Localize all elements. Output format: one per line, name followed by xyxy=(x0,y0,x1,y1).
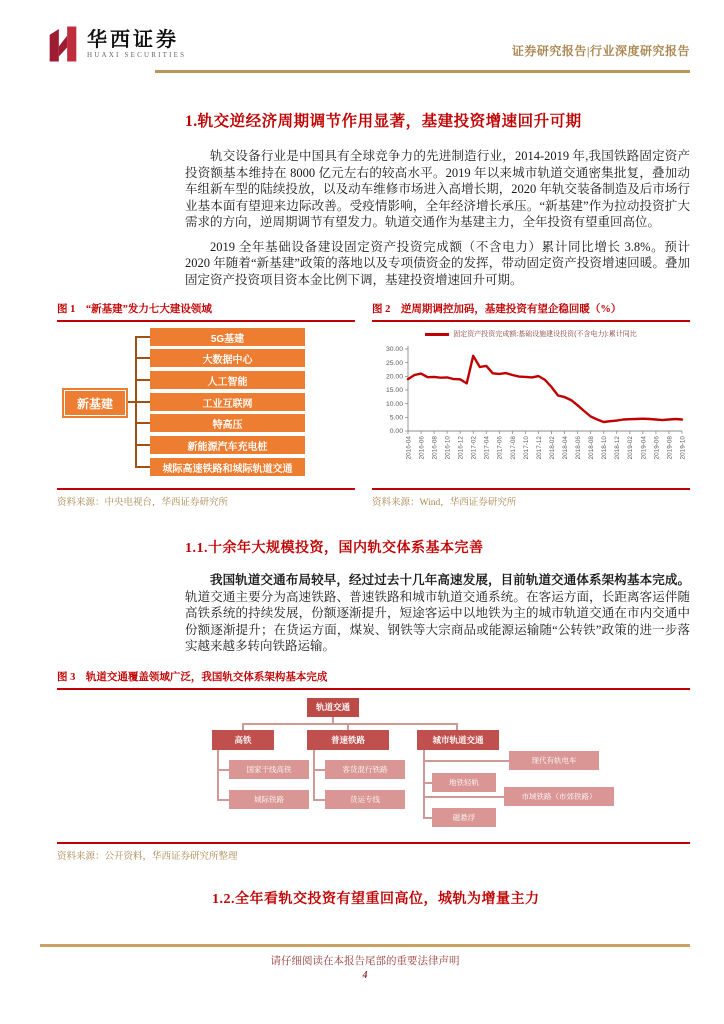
page-footer xyxy=(40,944,690,981)
svg-text:2018-06: 2018-06 xyxy=(575,436,583,460)
svg-text:2019-02: 2019-02 xyxy=(627,436,635,460)
brand-name-cn: 华西证券 xyxy=(87,28,179,51)
connector-line xyxy=(135,401,150,403)
figure-3-bottom-rule xyxy=(57,842,690,844)
connector-line xyxy=(313,750,315,800)
diagram-item: 特高压 xyxy=(150,414,305,432)
legend-label: 固定资产投资完成额:基础设施建设投资(不含电力):累计同比 xyxy=(453,331,637,338)
diagram-item: 5G基建 xyxy=(150,328,305,346)
figure-1-bottom-rule xyxy=(57,488,355,490)
section-1-paragraph-2: 2019 全年基础设备建设固定资产投资完成额（不含电力）累计同比增长 3.8%。预计 2020 年随着“新基建”政策的落地以及专项债资金的发挥，带动固定资产投资增速回暖。叠加固定资产投资项目资本金比例下调，基建投资增速回升可期。 xyxy=(185,239,690,287)
connector-line xyxy=(423,817,432,819)
figure-2-chart xyxy=(372,322,690,488)
figure-1-diagram xyxy=(57,322,355,488)
section-1-title: 1.轨交逆经济周期调节作用显著，基建投资增速回升可期 xyxy=(185,113,582,130)
connector-line xyxy=(217,799,229,801)
header-divider xyxy=(155,70,690,73)
paragraph-rest: 轨道交通主要分为高速铁路、普速铁路和城市轨道交通系统。在客运方面，长距离客运伴随高铁系统的持续发展，份额逐渐提升，短途客运中以地铁为主的城市轨道交通在市内交通中份额逐渐提升；在货运方面，煤炭、钢铁等大宗商品或能源运输随“公转铁”政策的进一步落实越来越多转向铁路运输。 xyxy=(185,589,690,653)
svg-text:10.00: 10.00 xyxy=(385,400,403,408)
connector-line xyxy=(456,723,458,730)
diagram-root-node: 新基建 xyxy=(64,390,126,416)
figure-3-diagram xyxy=(57,690,690,842)
tree-branch-node: 高铁 xyxy=(212,730,274,750)
svg-text:2016-04: 2016-04 xyxy=(405,436,413,460)
connector-line xyxy=(217,769,229,771)
tree-leaf-node: 地铁轻轨 xyxy=(432,773,496,792)
svg-text:20.00: 20.00 xyxy=(385,373,403,381)
tree-leaf-node: 城际铁路 xyxy=(229,790,309,809)
section-1-1-paragraph xyxy=(185,572,690,655)
tree-leaf-node: 市域铁路（市郊铁路） xyxy=(504,787,614,806)
svg-text:2018-04: 2018-04 xyxy=(561,436,569,460)
figure-1-caption: 图 1 “新基建”发力七大建设领域 xyxy=(57,304,212,315)
svg-text:5.00: 5.00 xyxy=(389,414,403,422)
diagram-item: 新能源汽车充电桩 xyxy=(150,436,305,454)
diagram-item: 大数据中心 xyxy=(150,349,305,367)
figure-3-source: 资料来源：公开资料，华西证券研究所整理 xyxy=(57,851,238,862)
page-number: 4 xyxy=(362,970,368,981)
footer-disclaimer: 请仔细阅读在本报告尾部的重要法律声明 xyxy=(270,956,460,967)
connector-line xyxy=(242,723,244,730)
paragraph-bold-lead: 我国轨道交通布局较早，经过过去十几年高速发展，目前轨道交通体系架构基本完成。 xyxy=(210,573,690,587)
figure-2-caption: 图 2 逆周期调控加码，基建投资有望企稳回暖（%） xyxy=(372,304,622,315)
svg-text:2019-08: 2019-08 xyxy=(666,436,674,460)
svg-text:2017-04: 2017-04 xyxy=(483,436,491,460)
tree-root-node: 轨道交通 xyxy=(307,698,359,717)
section-1-paragraph-1: 轨交设备行业是中国具有全球竞争力的先进制造行业，2014-2019 年,我国铁路固定资产投资额基本维持在 8000 亿元左右的较高水平。2019 年以来城市轨道交通密集批复，叠加动车组新车型的陆续投放，以及动车维修市场进入高增长期，2020 年轨交装备制造及后市场行业基本面有望迎来边际改善。受疫情影响，全年经济增长承压。“新基建”作为拉动投资扩大需求的方向，逆周期调节有望发力。轨道交通作为基建主力，全年投资有望重回高位。 xyxy=(185,149,690,229)
svg-text:25.00: 25.00 xyxy=(385,359,403,367)
diagram-item: 城际高速铁路和城际轨道交通 xyxy=(150,458,305,476)
diagram-item: 工业互联网 xyxy=(150,393,305,411)
svg-text:2018-08: 2018-08 xyxy=(588,436,596,460)
tree-branch-node: 城市轨道交通 xyxy=(417,730,499,750)
brand-text xyxy=(87,29,186,60)
line-chart xyxy=(372,341,690,487)
connector-line xyxy=(242,723,458,725)
figures-row xyxy=(57,301,690,508)
svg-text:2017-06: 2017-06 xyxy=(496,436,504,460)
tree-leaf-node: 货运专线 xyxy=(325,790,405,809)
diagram-item: 人工智能 xyxy=(150,371,305,389)
figure-2 xyxy=(372,301,690,508)
svg-text:2017-08: 2017-08 xyxy=(509,436,517,460)
figure-1-source: 资料来源：中央电视台，华西证券研究所 xyxy=(57,498,229,508)
svg-text:2018-12: 2018-12 xyxy=(614,436,622,460)
svg-text:30.00: 30.00 xyxy=(385,346,403,354)
legend-line-marker xyxy=(425,333,449,336)
svg-text:2017-12: 2017-12 xyxy=(535,436,543,460)
svg-text:2019-10: 2019-10 xyxy=(679,436,687,460)
svg-text:2016-10: 2016-10 xyxy=(444,436,452,460)
page-header xyxy=(48,26,690,72)
svg-text:2016-12: 2016-12 xyxy=(457,436,465,460)
figure-3-caption: 图 3 轨道交通覆盖领域广泛，我国轨交体系架构基本完成 xyxy=(57,671,328,683)
figure-2-source: 资料来源：Wind，华西证券研究所 xyxy=(372,498,517,508)
connector-line xyxy=(313,799,325,801)
svg-text:2016-06: 2016-06 xyxy=(418,436,426,460)
tree-leaf-node: 现代有轨电车 xyxy=(509,751,599,770)
svg-text:2017-02: 2017-02 xyxy=(470,436,478,460)
svg-text:2018-10: 2018-10 xyxy=(601,436,609,460)
tree-leaf-node: 客货混行铁路 xyxy=(325,760,405,779)
report-body xyxy=(57,96,690,908)
connector-line xyxy=(135,336,150,338)
svg-text:2018-02: 2018-02 xyxy=(548,436,556,460)
svg-text:2019-04: 2019-04 xyxy=(640,436,648,460)
connector-line xyxy=(423,796,504,798)
tree-leaf-node: 国家干线高铁 xyxy=(229,760,309,779)
connector-line xyxy=(313,769,325,771)
figure-1 xyxy=(57,301,355,508)
connector-line xyxy=(135,357,150,359)
svg-text:2017-10: 2017-10 xyxy=(522,436,530,460)
tree-leaf-node: 磁悬浮 xyxy=(432,808,496,827)
connector-line xyxy=(347,723,349,730)
report-type-label: 证券研究报告|行业深度研究报告 xyxy=(511,44,690,58)
connector-line xyxy=(135,379,150,381)
connector-line xyxy=(217,750,219,800)
svg-text:2016-08: 2016-08 xyxy=(431,436,439,460)
brand-name-en: HUAXI SECURITIES xyxy=(87,50,187,59)
connector-line xyxy=(423,760,509,762)
svg-text:15.00: 15.00 xyxy=(385,387,403,395)
tree-branch-node: 普速铁路 xyxy=(307,730,389,750)
svg-text:0.00: 0.00 xyxy=(389,428,403,436)
section-1-2-title: 1.2.全年看轨交投资有望重回高位，城轨为增量主力 xyxy=(212,891,540,907)
section-1-1-title: 1.1.十余年大规模投资，国内轨交体系基本完善 xyxy=(185,541,484,556)
connector-line xyxy=(135,422,150,424)
connector-line xyxy=(423,782,432,784)
connector-line xyxy=(135,466,150,468)
chart-legend xyxy=(372,322,690,341)
huaxi-logo-icon xyxy=(48,26,78,62)
connector-line xyxy=(135,444,150,446)
svg-text:2019-06: 2019-06 xyxy=(653,436,661,460)
